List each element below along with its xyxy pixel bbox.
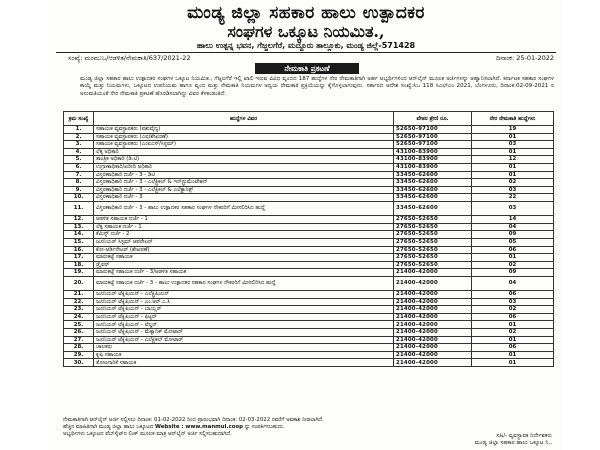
serial-cell: 13. (64, 223, 94, 231)
pay-scale-cell: 52650-97100 (394, 141, 472, 149)
vacancy-count-cell: 02 (472, 329, 554, 337)
serial-cell: 29. (64, 351, 94, 359)
vacancy-count-cell: 14 (472, 216, 554, 224)
org-address: ಹಾಲು ಉತ್ಪನ್ನ ಭವನ, ಗೆಜ್ಜಲಗೆರೆ, ಮದ್ದೂರು ತಾಲ್ಲೂಕು, ಮಂಡ್ಯ ಜಿಲ್ಲೆ-571428 (196, 41, 416, 50)
vacancy-count-cell: 01 (472, 351, 554, 359)
serial-cell: 4. (64, 148, 94, 156)
post-name-cell: ತಾಂತ್ರಿಕ ಅಧಿಕಾರಿ (ಡಿ.ಟಿ) (94, 156, 394, 164)
pay-scale-cell: 27650-52650 (394, 231, 472, 239)
pay-scale-cell: 33450-62600 (394, 186, 472, 194)
pay-scale-cell: 27650-52650 (394, 254, 472, 262)
serial-cell: 27. (64, 336, 94, 344)
table-row (64, 223, 554, 231)
post-name-cell: ಲೆಕ್ಕ ಸಹಾಯಕ ದರ್ಜೆ - 1 (94, 223, 394, 231)
pay-scale-cell: 21400-42000 (394, 313, 472, 321)
table-row (64, 351, 554, 359)
serial-cell: 28. (64, 344, 94, 352)
serial-cell: 10. (64, 194, 94, 202)
table-row (64, 306, 554, 314)
post-name-cell: ಜೂನಿಯರ್ ಟೆಕ್ನಿಷಿಯನ್ - ಫಿಟ್ಟರ್ (94, 313, 394, 321)
table-row (64, 133, 554, 141)
serial-cell: 19. (64, 269, 94, 277)
table-row (64, 254, 554, 262)
pay-scale-cell: 27650-52650 (394, 261, 472, 269)
footer-line-2 (63, 424, 555, 431)
post-name-cell: ಜೂನಿಯರ್ ಟೆಕ್ನಿಷಿಯನ್ - ವೆಲ್ಡರ್ (94, 321, 394, 329)
post-name-cell: ಮಾರುಕಟ್ಟೆ ಸಹಾಯಕ ದರ್ಜೆ - 3 - ಹಾಲು ಉತ್ಪಾದಕರ ಸಹಕಾರ ಸಂಘಗಳ ನೌಕರರಿಗೆ ಮೀಸಲಿರಿಸಿದ ಹುದ್ದೆ (94, 276, 394, 290)
post-name-cell: ಮಾರುಕಟ್ಟೆ ಸಹಾಯಕ (94, 254, 394, 262)
pay-scale-cell: 21400-42000 (394, 321, 472, 329)
serial-cell: 14. (64, 231, 94, 239)
vacancy-count-cell: 19 (472, 126, 554, 134)
pay-scale-cell: 21400-42000 (394, 329, 472, 337)
vacancy-count-cell: 02 (472, 179, 554, 187)
serial-cell: 30. (64, 359, 94, 367)
post-name-cell: ಕೃಷಿ ಸಹಾಯಕ (94, 351, 394, 359)
serial-cell: 16. (64, 246, 94, 254)
vacancy-count-cell: 01 (472, 133, 554, 141)
vacancy-count-cell: 01 (472, 321, 554, 329)
serial-cell: 20. (64, 276, 94, 290)
vacancy-count-cell: 03 (472, 298, 554, 306)
post-name-cell: ಮಾರುಕಟ್ಟೆ ಸಹಾಯಕ ದರ್ಜೆ - 3/ಆಡಳಿತ ಸಹಾಯಕ (94, 269, 394, 277)
header-divider (56, 52, 556, 53)
pay-scale-cell: 21400-42000 (394, 298, 472, 306)
table-row (64, 201, 554, 215)
serial-cell: 9. (64, 186, 94, 194)
vacancy-count-cell: 09 (472, 231, 554, 239)
table-row (64, 171, 554, 179)
vacancy-count-cell: 06 (472, 246, 554, 254)
pay-scale-cell: 43100-83900 (394, 163, 472, 171)
table-row (64, 321, 554, 329)
post-name-cell: ತೋಟಗಾರಿಕೆ ಸಹಾಯಕ (94, 359, 394, 367)
table-row (64, 179, 554, 187)
post-name-cell: ವಿಸ್ತರಣಾಧಿಕಾರಿ ದರ್ಜೆ - 3 - ಎಲೆಕ್ಟ್ರಿಕಲ್ & ಇನ್‌ಸ್ಟ್ರುಮೆಂಟೇಶನ್ (94, 179, 394, 187)
pay-scale-cell: 21400-42000 (394, 269, 472, 277)
post-name-cell: ಕೋ-ಆರ್ಡಿನೇಟರ್ (ಶೇಖರಣೆ) (94, 246, 394, 254)
serial-cell: 2. (64, 133, 94, 141)
column-header-serial: ಕ್ರಮ ಸಂಖ್ಯೆ (64, 112, 94, 126)
serial-cell: 26. (64, 329, 94, 337)
post-name-cell: ವಿಸ್ತರಣಾಧಿಕಾರಿ ದರ್ಜೆ - 3 - ಹಾಲು ಉತ್ಪಾದಕರ ಸಹಕಾರ ಸಂಘಗಳ ನೌಕರರಿಗೆ ಮೀಸಲಿರಿಸಿದ ಹುದ್ದೆ (94, 201, 394, 215)
website-link[interactable]: Website : www.manmul.coop (154, 424, 243, 430)
table-row (64, 269, 554, 277)
pay-scale-cell: 27650-52650 (394, 216, 472, 224)
post-name-cell: ಉಗ್ರಾಣಾಧಿಕಾರಿ/ಖರೀದಿ ಅಧಿಕಾರಿ (94, 163, 394, 171)
vacancy-count-cell: 09 (472, 269, 554, 277)
table-row (64, 336, 554, 344)
vacancy-count-cell: 01 (472, 336, 554, 344)
serial-cell: 17. (64, 254, 94, 262)
pay-scale-cell: 33450-62600 (394, 171, 472, 179)
serial-cell: 24. (64, 313, 94, 321)
post-name-cell: ಜೂನಿಯರ್ ಟೆಕ್ನಿಷಿಯನ್ - ಎಲೆಕ್ಟ್ರಿಷಿಯನ್ (94, 291, 394, 299)
serial-cell: 3. (64, 141, 94, 149)
table-row (64, 246, 554, 254)
pay-scale-cell: 33450-62600 (394, 194, 472, 202)
post-name-cell: ಜೂನಿಯರ್ ಸಿಸ್ಟಮ್ ಆಪರೇಟರ್ (94, 238, 394, 246)
post-name-cell: ಜೂನಿಯರ್ ಟೆಕ್ನಿಷಿಯನ್ - ಮೆಕ್ಯಾನಿಕ್ ಮೋಟಾರ್ (94, 329, 394, 337)
serial-cell: 11. (64, 201, 94, 215)
pay-scale-cell: 21400-42000 (394, 306, 472, 314)
vacancy-count-cell: 03 (472, 201, 554, 215)
table-row (64, 163, 554, 171)
notice-date: ದಿನಾಂಕ: 25-01-2022 (496, 54, 554, 62)
footer-line-3: ಅಭ್ಯರ್ಥಿಗಳು ಒಕ್ಕೂಟದ ವೆಬ್‌ಸೈಟ್‌ನ ಲಿಂಕ್ ಮೂಲಕ ಮಾತ್ರ ಆನ್‌ಲೈನ್ ಅರ್ಜಿ ಸಲ್ಲಿಸಬಹುದಾಗಿದೆ. (63, 431, 232, 437)
pay-scale-cell: 21400-42000 (394, 344, 472, 352)
table-row (64, 344, 554, 352)
pay-scale-cell: 21400-42000 (394, 351, 472, 359)
posts-table (63, 111, 554, 367)
table-row (64, 313, 554, 321)
posts-table-body (64, 126, 554, 367)
table-row (64, 231, 554, 239)
serial-cell: 18. (64, 261, 94, 269)
pay-scale-cell: 27650-52650 (394, 238, 472, 246)
post-name-cell: ಸಹಾಯಕ ವ್ಯವಸ್ಥಾಪಕರು (ಪಶುವೈದ್ಯ) (94, 126, 394, 134)
table-row (64, 329, 554, 337)
column-header-post: ಹುದ್ದೆಗಳ ವಿವರ (94, 112, 394, 126)
pay-scale-cell: 21400-42000 (394, 336, 472, 344)
footer-line-1: ನೇಮಕಾತಿಗಾಗಿ ಆನ್‌ಲೈನ್ ಅರ್ಜಿ ಸಲ್ಲಿಸಲು ದಿನಾಂಕ: 01-02-2022 ರಿಂದ ಪ್ರಾರಂಭವಾಗಿ ದಿನಾಂಕ: 02-03-2022 ರವರೆಗೆ ಅವಕಾಶ ನೀಡಲಾಗಿದೆ. (63, 417, 324, 423)
vacancy-count-cell: 03 (472, 141, 554, 149)
table-row (64, 276, 554, 290)
pay-scale-cell: 33450-62600 (394, 201, 472, 215)
reference-number: ಸಂಖ್ಯೆ: ಮಂಮುಒ/ಆಡಳಿತ/ನೇಮಕಾತಿ/637/2021-22 (68, 54, 191, 62)
pay-scale-cell: 52650-97100 (394, 126, 472, 134)
vacancy-count-cell: 06 (472, 313, 554, 321)
pay-scale-cell: 21400-42000 (394, 359, 472, 367)
post-name-cell: ಜೂನಿಯರ್ ಟೆಕ್ನಿಷಿಯನ್ - ಎಲೆಕ್ಟ್ರಿಕಲ್ ಮೋಟಾರ್ (94, 336, 394, 344)
intro-paragraph: ಮಂಡ್ಯ ಜಿಲ್ಲಾ ಸಹಕಾರ ಹಾಲು ಉತ್ಪಾದಕರ ಸಂಘಗಳ ಒಕ್ಕೂಟ ನಿಯಮಿತ., ಗೆಜ್ಜಲಗೆರೆ ಇಲ್ಲಿ ಖಾಲಿ ಇರುವ ವಿವಿಧ ವೃಂದದ 187 ಹುದ್ದೆಗಳ ನೇರ ನೇಮಕಾತಿಗಾಗಿ ಅರ್ಹ ಅಭ್ಯರ್ಥಿಗಳಿಂದ ಆನ್‌ಲೈನ್ ಮೂಲಕ ಅರ್ಜಿಗಳನ್ನು ಆಹ್ವಾನಿಸಲಾಗಿದೆ. ಕರ್ನಾಟಕ ಸಹಕಾರ ಸಂಘಗಳ ಕಾಯ್ದೆ ಮತ್ತು ನಿಯಮಗಳು, ಒಕ್ಕೂಟದ ಉಪನಿಯಮ ಹಾಗೂ ವೃಂದ ಮತ್ತು ನೇಮಕಾತಿ ನಿಯಮಗಳ ಅನ್ವಯ ನೇಮಕಾತಿ ಪ್ರಕ್ರಿಯೆಯನ್ನು ಕೈಗೊಳ್ಳಲಾಗುವುದು. ಸರ್ಕಾರದ ಆದೇಶ ಸಂಖ್ಯೆ:ಸಿಒ 118 ಸಿಎಲ್‌ಎಂ 2021, ಬೆಂಗಳೂರು, ದಿನಾಂಕ:02-09-2021 ರ ಅನುಮತಿಯಂತೆ ನೇರ ನೇಮಕಾತಿ ಪ್ರಕಟಣೆ ಹೊರಡಿಸಲಾಗಿದ್ದು ವಿವರ ಕೆಳಕಂಡಂತಿದೆ. (80, 76, 554, 97)
org-title-line-2: ಸಂಘಗಳ ಒಕ್ಕೂಟ ನಿಯಮಿತ., (227, 22, 385, 41)
notice-title-badge: ನೇಮಕಾತಿ ಪ್ರಕಟಣೆ (255, 63, 359, 74)
vacancy-count-cell: 01 (472, 359, 554, 367)
column-header-pay-scale: ವೇತನ ಶ್ರೇಣಿ ರೂ. (394, 112, 472, 126)
org-title-line-1: ಮಂಡ್ಯ ಜಿಲ್ಲಾ ಸಹಕಾರ ಹಾಲು ಉತ್ಪಾದಕರ (187, 3, 425, 23)
post-name-cell: ವಿಸ್ತರಣಾಧಿಕಾರಿ ದರ್ಜೆ - 3 - ಡಿಟಿ (94, 171, 394, 179)
serial-cell: 1. (64, 126, 94, 134)
pay-scale-cell: 21400-42000 (394, 291, 472, 299)
post-name-cell: ಜೂನಿಯರ್ ಟೆಕ್ನಿಷಿಯನ್ - ಬಾಯ್ಲರ್ (94, 306, 394, 314)
table-row (64, 126, 554, 134)
vacancy-count-cell: 04 (472, 276, 554, 290)
table-row (64, 141, 554, 149)
table-row (64, 148, 554, 156)
recruitment-notice-document (50, 0, 562, 450)
vacancy-count-cell: 01 (472, 254, 554, 262)
table-row (64, 238, 554, 246)
footer-line-2-suffix: ನ್ನು ಸಂಪರ್ಕಿಸಬಹುದು. (244, 424, 285, 430)
post-name-cell: ಜೂನಿಯರ್ ಟೆಕ್ನಿಷಿಯನ್ - ಎಂ.ಆರ್.ಎ.ಸಿ (94, 298, 394, 306)
signature-line-1: ಸಹಿ/- ವ್ಯವಸ್ಥಾಪಕ ನಿರ್ದೇಶಕರು (496, 433, 552, 439)
table-row (64, 359, 554, 367)
signature-block (475, 433, 552, 447)
vacancy-count-cell: 12 (472, 156, 554, 164)
serial-cell: 8. (64, 179, 94, 187)
vacancy-count-cell: 06 (472, 291, 554, 299)
vacancy-count-cell: 01 (472, 163, 554, 171)
post-name-cell: ಡ್ರೈವರ್ (94, 261, 394, 269)
vacancy-count-cell: 01 (472, 171, 554, 179)
pay-scale-cell: 43100-83900 (394, 156, 472, 164)
serial-cell: 12. (64, 216, 94, 224)
vacancy-count-cell: 05 (472, 238, 554, 246)
post-name-cell: ವಿಸ್ತರಣಾಧಿಕಾರಿ ದರ್ಜೆ - 3 (94, 194, 394, 202)
table-row (64, 156, 554, 164)
post-name-cell: ಸಹಾಯಕ ವ್ಯವಸ್ಥಾಪಕರು (ಎಐ/ಶೇಖರಣೆ) (94, 133, 394, 141)
pay-scale-cell: 43100-83900 (394, 148, 472, 156)
serial-cell: 15. (64, 238, 94, 246)
vacancy-count-cell: 04 (472, 223, 554, 231)
vacancy-count-cell: 01 (472, 148, 554, 156)
serial-cell: 21. (64, 291, 94, 299)
pay-scale-cell: 33450-62600 (394, 179, 472, 187)
pay-scale-cell: 21400-42000 (394, 276, 472, 290)
vacancy-count-cell: 22 (472, 194, 554, 202)
serial-cell: 5. (64, 156, 94, 164)
column-header-vacancies: ನೇರ ನೇಮಕಾತಿ ಹುದ್ದೆಗಳು (472, 112, 554, 126)
table-row (64, 194, 554, 202)
pay-scale-cell: 52650-97100 (394, 133, 472, 141)
footer-line-2-prefix: ಹೆಚ್ಚಿನ ಮಾಹಿತಿಗಾಗಿ ಮಂಡ್ಯ ಜಿಲ್ಲಾ ಹಾಲು ಒಕ್ಕೂಟದ (63, 424, 154, 430)
post-name-cell: ವಿಸ್ತರಣಾಧಿಕಾರಿ ದರ್ಜೆ - 3 - ಎಲೆಕ್ಟ್ರಿಕಲ್ & ಎಲೆಕ್ಟ್ರಾನಿಕ್ಸ್ (94, 186, 394, 194)
vacancy-count-cell: 06 (472, 344, 554, 352)
serial-cell: 25. (64, 321, 94, 329)
table-row (64, 186, 554, 194)
table-row (64, 298, 554, 306)
post-name-cell: ಚಾಲಕರು (94, 344, 394, 352)
reference-line (68, 54, 554, 63)
table-row (64, 216, 554, 224)
table-header-row (64, 112, 554, 126)
vacancy-count-cell: 02 (472, 261, 554, 269)
pay-scale-cell: 27650-52650 (394, 223, 472, 231)
vacancy-count-cell: 03 (472, 186, 554, 194)
serial-cell: 7. (64, 171, 94, 179)
post-name-cell: ಕೆಮಿಸ್ಟ್ ದರ್ಜೆ - 2 (94, 231, 394, 239)
table-row (64, 261, 554, 269)
vacancy-count-cell: 02 (472, 306, 554, 314)
post-name-cell: ಲೆಕ್ಕ ಅಧಿಕಾರಿ (94, 148, 394, 156)
post-name-cell: ಸಹಾಯಕ ವ್ಯವಸ್ಥಾಪಕರು (ಎಂಐಎಸ್/ಸಿಸ್ಟಮ್) (94, 141, 394, 149)
pay-scale-cell: 27650-52650 (394, 246, 472, 254)
post-name-cell: ಆಡಳಿತ ಸಹಾಯಕ ದರ್ಜೆ - 1 (94, 216, 394, 224)
signature-line-2: ಮಂಡ್ಯ ಜಿಲ್ಲಾ ಸಹಕಾರ ಹಾಲು ಒಕ್ಕೂಟ ನಿ., (474, 440, 552, 446)
table-row (64, 291, 554, 299)
serial-cell: 22. (64, 298, 94, 306)
serial-cell: 6. (64, 163, 94, 171)
serial-cell: 23. (64, 306, 94, 314)
